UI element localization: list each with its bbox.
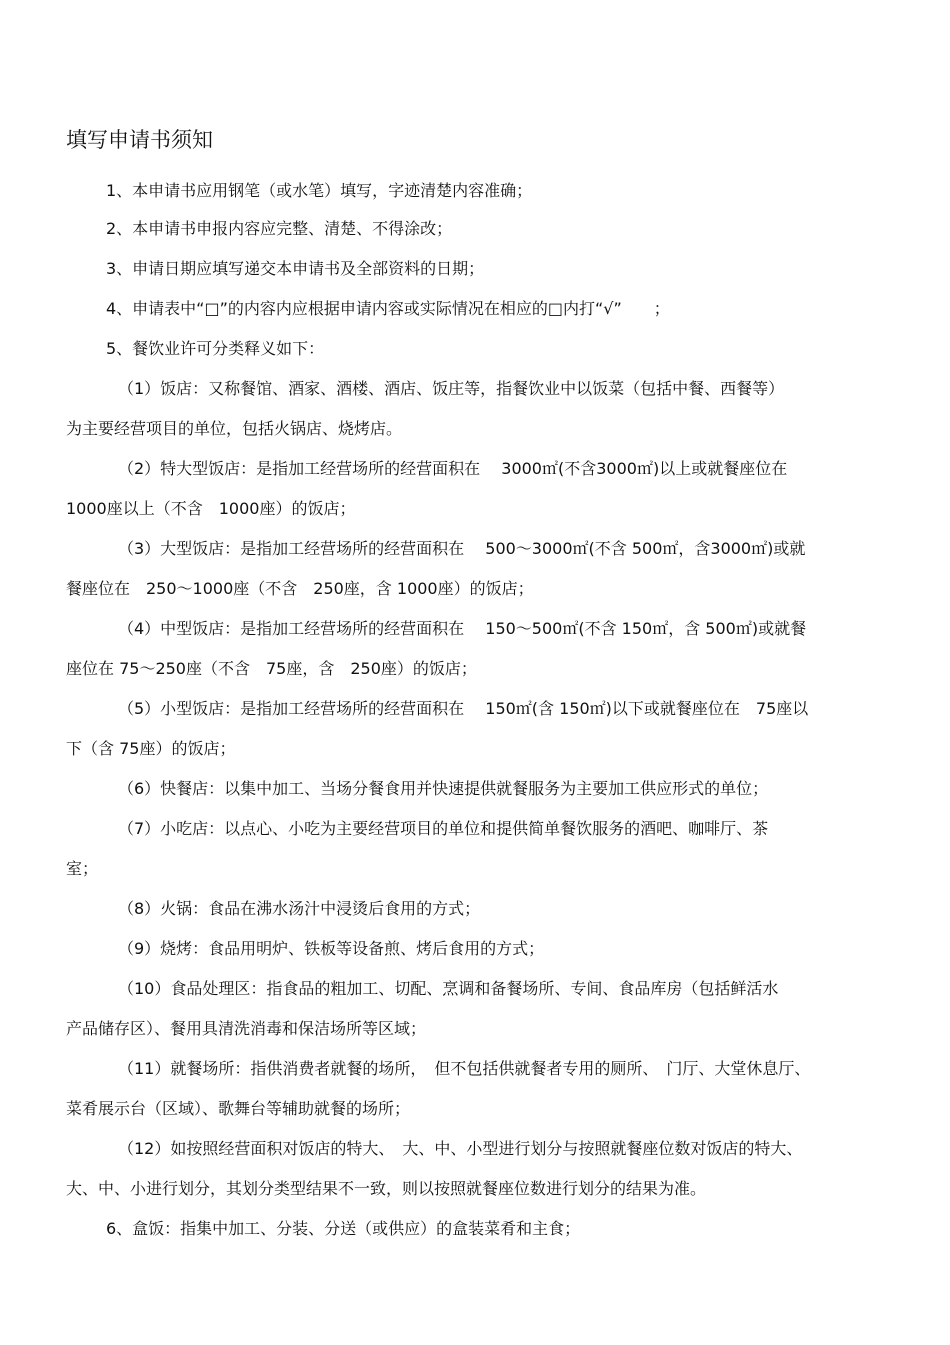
sub-item-1-cont: 为主要经营项目的单位，包括火锅店、烧烤店。 bbox=[66, 419, 403, 438]
sub-item-12: （12）如按照经营面积对饭店的特大、 大、中、小型进行划分与按照就餐座位数对饭店的特大、 bbox=[118, 1139, 803, 1158]
sub-item-11: （11）就餐场所：指供消费者就餐的场所， 但不包括供就餐者专用的厕所、 门厅、大堂休息厅、 bbox=[118, 1059, 811, 1078]
sub-item-7: （7）小吃店：以点心、小吃为主要经营项目的单位和提供简单餐饮服务的酒吧、咖啡厅、茶 bbox=[118, 819, 769, 838]
sub-item-6: （6）快餐店：以集中加工、当场分餐食用并快速提供就餐服务为主要加工供应形式的单位； bbox=[118, 779, 769, 798]
item-1: 1、本申请书应用钢笔（或水笔）填写，字迹清楚内容准确； bbox=[106, 181, 533, 200]
sub-item-1: （1）饭店：又称餐馆、酒家、酒楼、酒店、饭庄等，指餐饮业中以饭菜（包括中餐、西餐等） bbox=[118, 379, 785, 398]
item-3: 3、申请日期应填写递交本申请书及全部资料的日期； bbox=[106, 259, 485, 278]
sub-item-5-cont: 下（含 75座）的饭店； bbox=[66, 739, 236, 758]
sub-item-4-cont: 座位在 75～250座（不含 75座，含 250座）的饭店； bbox=[66, 659, 477, 678]
item-4: 4、申请表中“□”的内容内应根据申请内容或实际情况在相应的□内打“√” ； bbox=[106, 299, 670, 318]
sub-item-9: （9）烧烤：食品用明炉、铁板等设备煎、烤后食用的方式； bbox=[118, 939, 545, 958]
item-5: 5、餐饮业许可分类释义如下： bbox=[106, 339, 325, 358]
sub-item-11-cont: 菜肴展示台（区域）、歌舞台等辅助就餐的场所； bbox=[66, 1099, 411, 1118]
sub-item-3: （3）大型饭店：是指加工经营场所的经营面积在 500～3000㎡(不含 500㎡，含3000㎡)或就 bbox=[118, 539, 806, 558]
sub-item-12-cont: 大、中、小进行划分，其划分类型结果不一致，则以按照就餐座位数进行划分的结果为准。 bbox=[66, 1179, 707, 1198]
item-2: 2、本申请书申报内容应完整、清楚、不得涂改； bbox=[106, 219, 453, 238]
item-6: 6、盒饭：指集中加工、分装、分送（或供应）的盒装菜肴和主食； bbox=[106, 1219, 581, 1238]
sub-item-7-cont: 室； bbox=[66, 859, 99, 878]
sub-item-10: （10）食品处理区：指食品的粗加工、切配、烹调和备餐场所、专间、食品库房（包括鲜活水 bbox=[118, 979, 779, 998]
page-title: 填写申请书须知 bbox=[66, 128, 213, 152]
sub-item-4: （4）中型饭店：是指加工经营场所的经营面积在 150～500㎡(不含 150㎡，含 500㎡)或就餐 bbox=[118, 619, 807, 638]
sub-item-5: （5）小型饭店：是指加工经营场所的经营面积在 150㎡(含 150㎡)以下或就餐座位在 75座以 bbox=[118, 699, 809, 718]
sub-item-8: （8）火锅：食品在沸水汤汁中浸烫后食用的方式； bbox=[118, 899, 481, 918]
sub-item-3-cont: 餐座位在 250～1000座（不含 250座，含 1000座）的饭店； bbox=[66, 579, 534, 598]
sub-item-2-cont: 1000座以上（不含 1000座）的饭店； bbox=[66, 499, 356, 518]
sub-item-2: （2）特大型饭店：是指加工经营场所的经营面积在 3000㎡(不含3000㎡)以上或就餐座位在 bbox=[118, 459, 788, 478]
sub-item-10-cont: 产品储存区）、餐用具清洗消毒和保洁场所等区域； bbox=[66, 1019, 427, 1038]
